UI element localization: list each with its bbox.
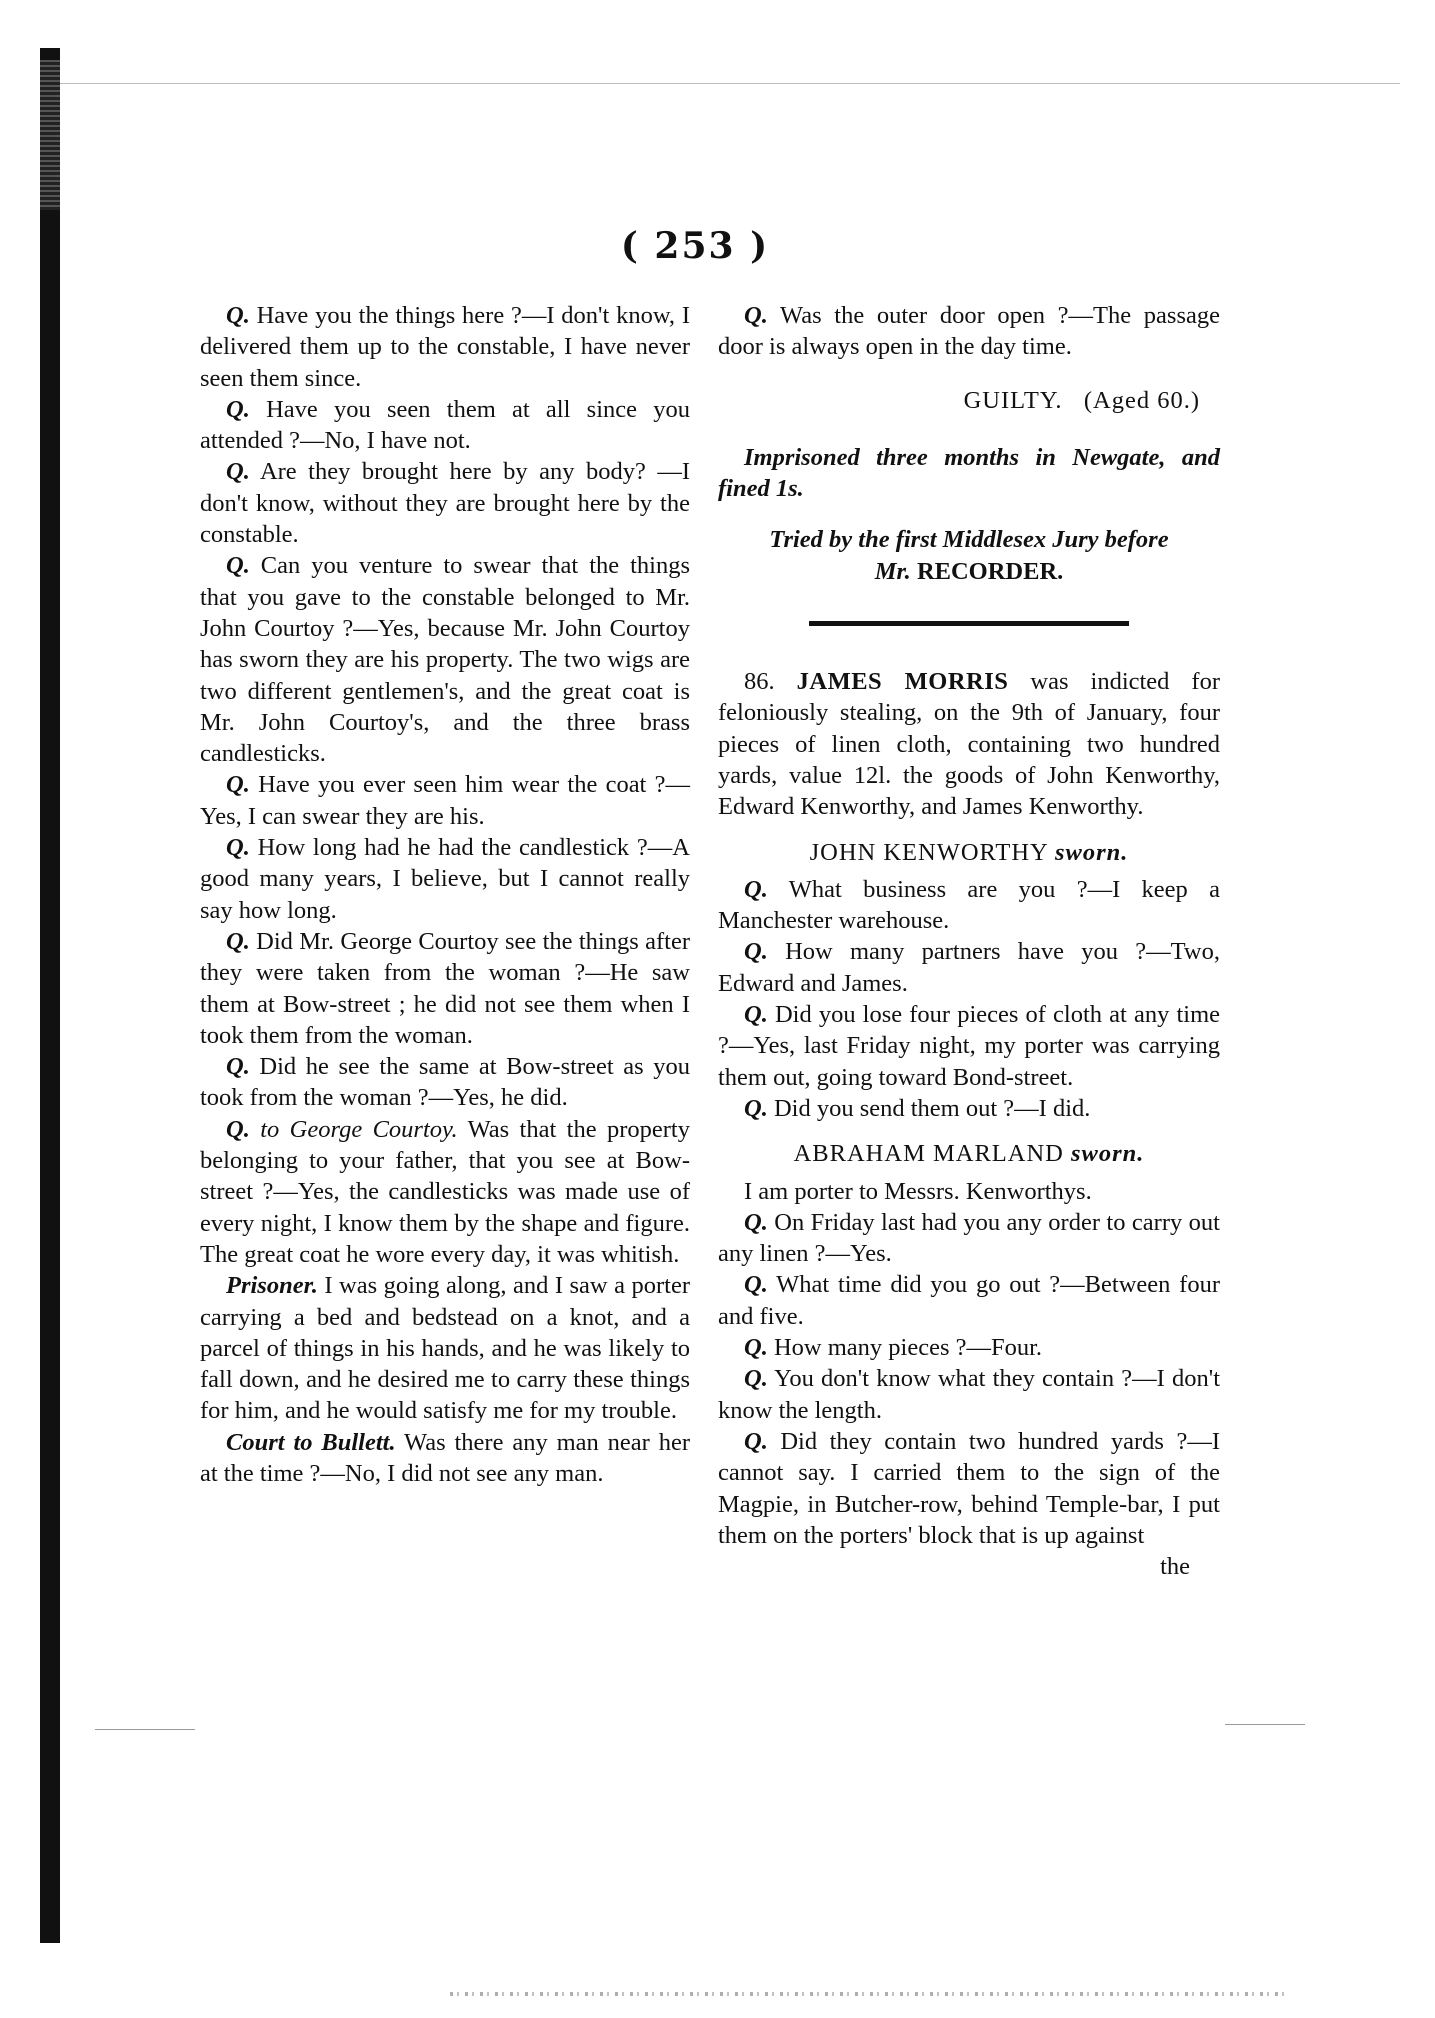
paragraph: Q. What business are you ?—I keep a Manchester warehouse.	[718, 875, 1220, 935]
margin-mark	[1225, 1724, 1305, 1725]
prisoner-statement: Prisoner. I was going along, and I saw a porter carrying a bed and bedstead on a knot, and a parcel of things in his hands, and he was likely to fall down, and he desired me to carry these things for him, and he would satisfy me for my trouble.	[200, 1272, 690, 1425]
paragraph: Q. How many partners have you ?—Two, Edward and James.	[718, 938, 1220, 997]
sentence: Imprisoned three months in Newgate, and fined 1s.	[718, 443, 1220, 503]
paragraph: Q. How long had he had the candlestick ?—A good many years, I believe, but I cannot really say how long.	[200, 834, 690, 924]
page-top-edge	[60, 83, 1400, 84]
witness-heading: JOHN KENWORTHY sworn.	[809, 838, 1129, 866]
paragraph: Q. to George Courtoy. Was that the property belonging to your father, that you see at Bow-street ?—Yes, the candlesticks was made use of every night, I know them by the shape and figure. The great coat he wore every day, it was whitish.	[200, 1115, 690, 1268]
scan-noise	[450, 1992, 1290, 1996]
paragraph: Q. Did you send them out ?—I did.	[744, 1094, 1091, 1122]
section-divider	[809, 621, 1129, 626]
verdict: GUILTY. (Aged 60.)	[963, 386, 1200, 414]
paragraph: Q. Did Mr. George Courtoy see the things after they were taken from the woman ?—He saw them at Bow-street ; he did not see them when I took them from the woman.	[200, 927, 690, 1049]
case-heading: 86. JAMES MORRIS was indicted for feloniously stealing, on the 9th of January, four pieces of linen cloth, containing two hundred yards, value 12l. the goods of John Kenworthy, Edward Kenworthy, and James Kenworthy.	[718, 668, 1221, 821]
tried-before: Tried by the first Middlesex Jury before	[769, 526, 1169, 554]
paragraph: Q. Was the outer door open ?—The passage door is always open in the day time.	[718, 302, 1220, 361]
paragraph: Q. Did they contain two hundred yards ?—I cannot say. I carried them to the sign of the Magpie, in Butcher-row, behind Temple-bar, I put them on the porters' block that is up against	[718, 1427, 1220, 1549]
paragraph: Q. What time did you go out ?—Between four and five.	[718, 1271, 1220, 1330]
paragraph: Q. Have you ever seen him wear the coat ?—Yes, I can swear they are his.	[200, 771, 690, 830]
paragraph: Q. Did you lose four pieces of cloth at any time ?—Yes, last Friday night, my porter was carrying them out, going toward Bond-street.	[718, 1001, 1220, 1091]
catchword: the	[1160, 1553, 1190, 1581]
paragraph: Q. Are they brought here by any body? —I don't know, without they are brought here by the constable.	[200, 458, 690, 549]
witness-heading: ABRAHAM MARLAND sworn.	[793, 1140, 1145, 1168]
margin-mark	[95, 1729, 195, 1730]
judge: Mr. RECORDER.	[874, 557, 1064, 585]
paragraph: I am porter to Messrs. Kenworthys.	[744, 1177, 1092, 1205]
page-number: ( 253 )	[620, 225, 770, 267]
paragraph: Q. You don't know what they contain ?—I don't know the length.	[718, 1365, 1220, 1424]
paragraph: Q. Can you venture to swear that the things that you gave to the constable belonged to Mr. John Courtoy ?—Yes, because Mr. John Courtoy has sworn they are his property. The two wigs are two different gentlemen's, and the great coat is Mr. John Courtoy's, and the three brass candlesticks.	[200, 552, 690, 768]
book-binding-edge	[40, 48, 60, 1943]
paragraph: Q. Did he see the same at Bow-street as you took from the woman ?—Yes, he did.	[200, 1053, 690, 1112]
paragraph: Q. How many pieces ?—Four.	[744, 1334, 1043, 1362]
paragraph: Q. On Friday last had you any order to carry out any linen ?—Yes.	[718, 1208, 1220, 1268]
left-column	[200, 300, 690, 1489]
paragraph: Q. Have you the things here ?—I don't know, I delivered them up to the constable, I have never seen them since.	[200, 302, 690, 392]
court-question: Court to Bullett. Was there any man near her at the time ?—No, I did not see any man.	[200, 1428, 691, 1487]
binding-texture	[40, 60, 60, 210]
right-column	[718, 300, 1220, 1582]
paragraph: Q. Have you seen them at all since you attended ?—No, I have not.	[200, 395, 690, 455]
